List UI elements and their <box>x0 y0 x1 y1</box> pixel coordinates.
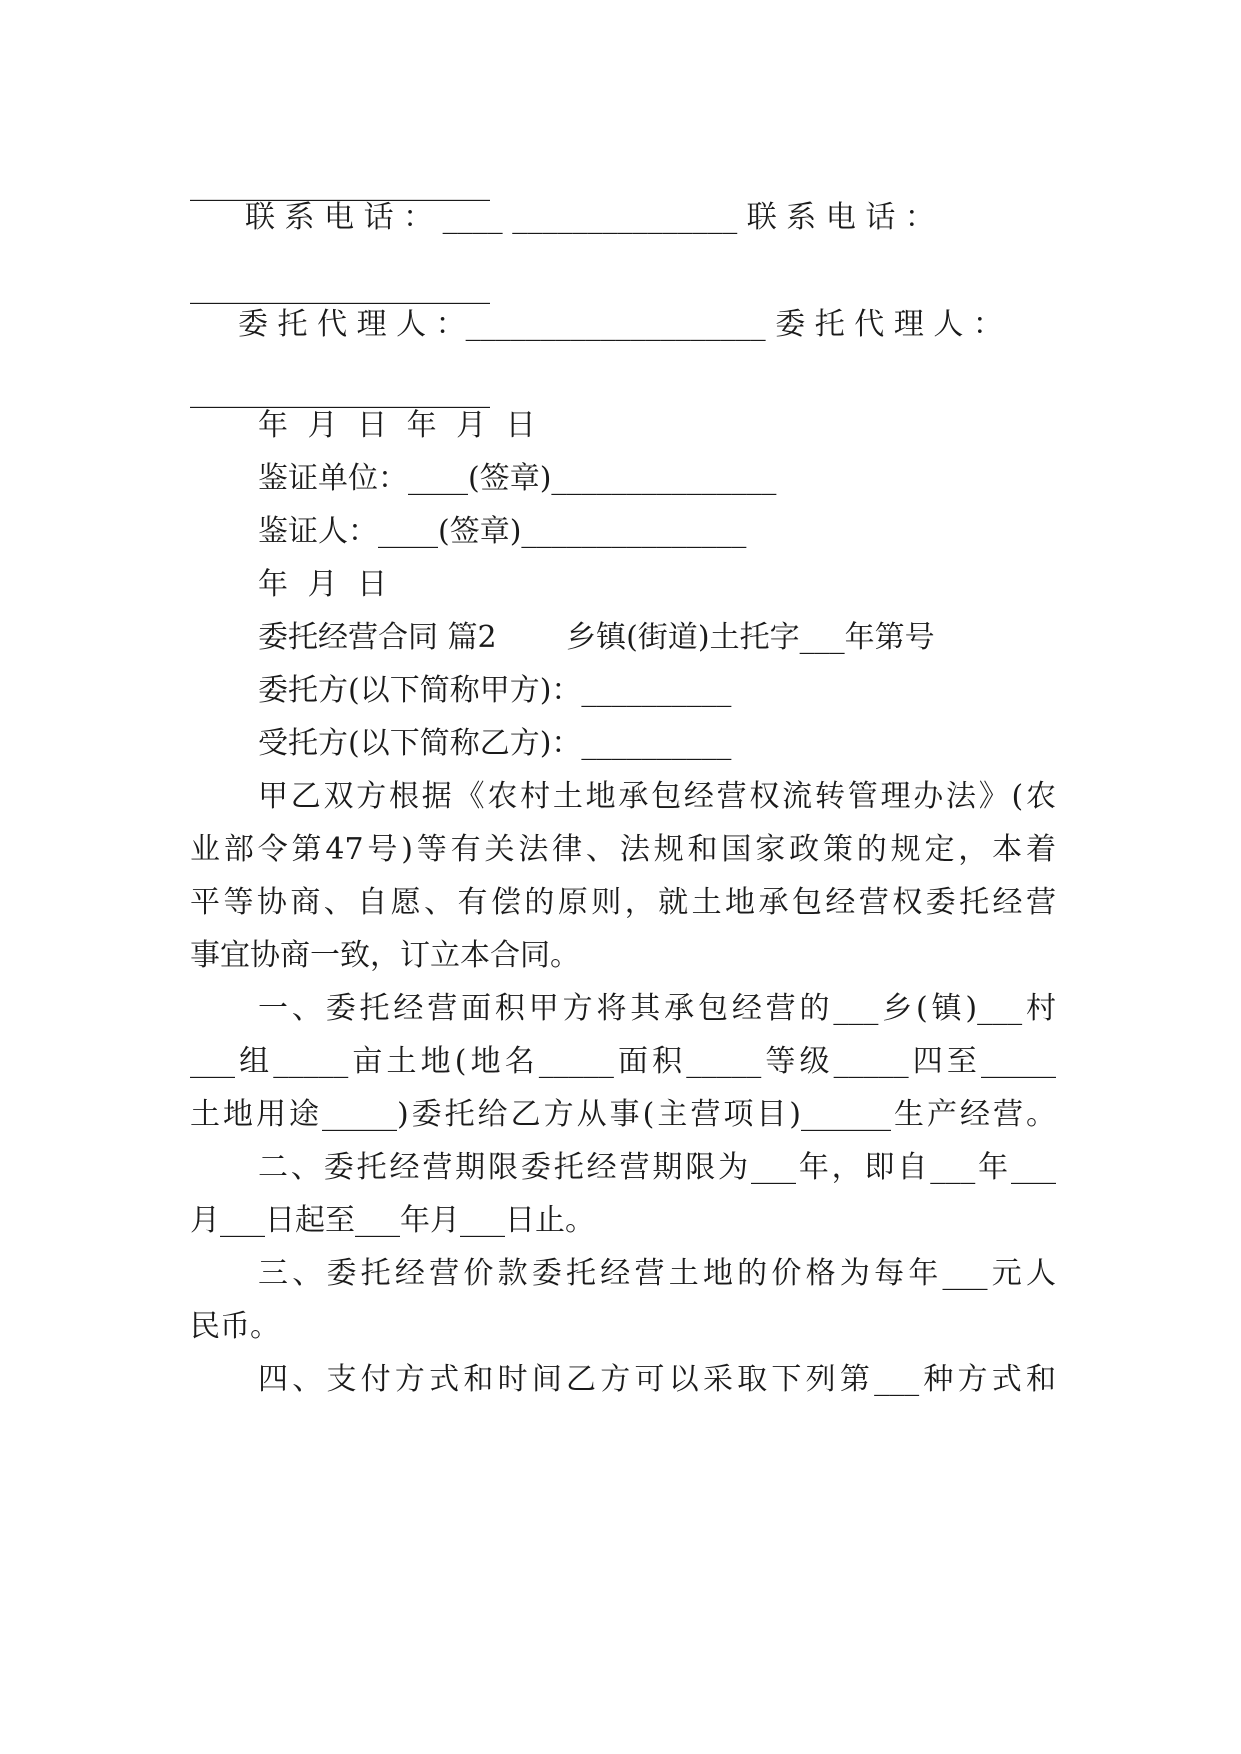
certifying-unit-line: 鉴证单位：____(签章)_______________ <box>258 461 777 496</box>
contact-phone-line: 联 系 电 话 ： ____ _______________ 联 系 电 话 ： <box>245 200 935 235</box>
paragraph-line: 甲乙双方根据《农村土地承包经营权流转管理办法》(农 <box>258 779 1056 814</box>
party-b-line: 受托方(以下简称乙方)：__________ <box>258 726 732 761</box>
paragraph-line: 平等协商、自愿、有偿的原则，就土地承包经营权委托经营 <box>190 885 1056 920</box>
signature-line: ____________________ <box>190 167 490 202</box>
paragraph-line: 一、委托经营面积甲方将其承包经营的___乡(镇)___村 <box>258 991 1056 1026</box>
paragraph-line: 四、支付方式和时间乙方可以采取下列第___种方式和 <box>258 1362 1056 1397</box>
paragraph-line: 事宜协商一致，订立本合同。 <box>190 938 580 973</box>
paragraph-line: 月___日起至___年月___日止。 <box>190 1203 595 1238</box>
agent-line: 委 托 代 理 人 ：____________________ 委 托 代 理 人 ： <box>238 307 1003 342</box>
signature-line: ____________________ <box>190 374 490 409</box>
date-line: 年 月 日 年 月 日 <box>258 408 536 443</box>
certifier-line: 鉴证人：____(签章)_______________ <box>258 514 747 549</box>
party-a-line: 委托方(以下简称甲方)：__________ <box>258 673 732 708</box>
paragraph-line: 土地用途_____)委托给乙方从事(主营项目)______生产经营。 <box>190 1097 1056 1132</box>
paragraph-line: 二、委托经营期限委托经营期限为___年，即自___年___ <box>258 1150 1056 1185</box>
signature-line: ____________________ <box>190 270 490 305</box>
paragraph-line: 业部令第47号)等有关法律、法规和国家政策的规定，本着 <box>190 832 1056 867</box>
date-line: 年 月 日 <box>258 567 388 602</box>
paragraph-line: 民币。 <box>190 1309 280 1344</box>
paragraph-line: ___组_____亩土地(地名_____面积_____等级_____四至_____ <box>190 1044 1056 1079</box>
paragraph-line: 三、委托经营价款委托经营土地的价格为每年___元人 <box>258 1256 1056 1291</box>
contract-heading: 委托经营合同 篇2 乡镇(街道)土托字___年第号 <box>258 620 935 655</box>
